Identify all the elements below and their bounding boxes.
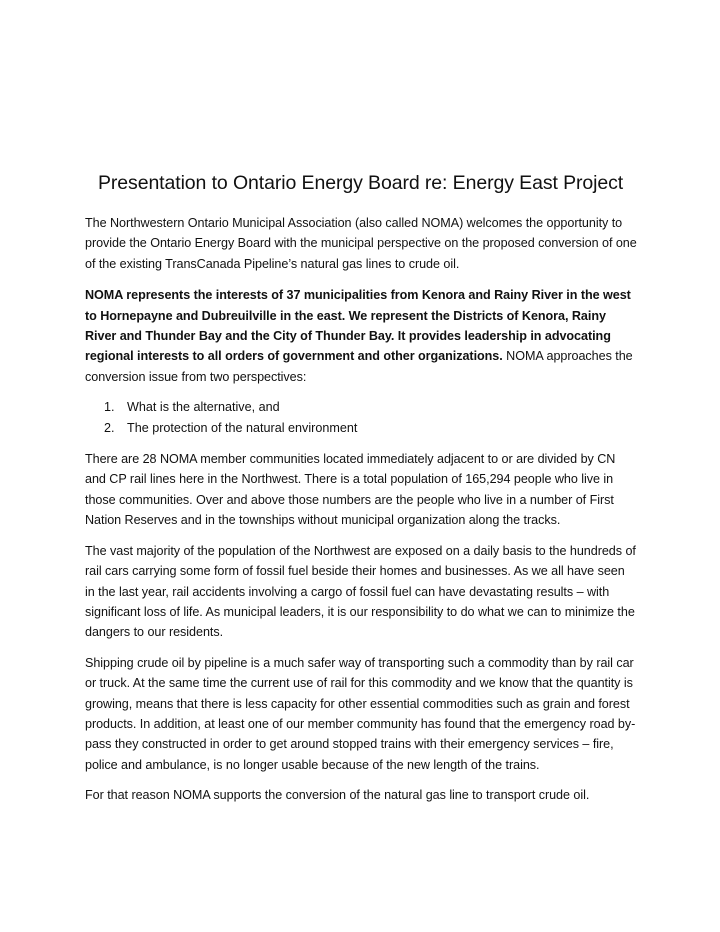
perspectives-list — [85, 397, 637, 438]
communities-paragraph: There are 28 NOMA member communities located immediately adjacent to or are divided by CN and CP rail lines here in the Northwest. There is a total population of 165,294 people who live in those communities. Over and above those numbers are the people who live in a number of First Nation Reserves and in the townships without municipal organization along the tracks. — [85, 452, 616, 528]
document-title: Presentation to Ontario Energy Board re: Energy East Project — [98, 172, 624, 194]
list-item-text: What is the alternative, and — [127, 400, 280, 415]
conclusion-paragraph: For that reason NOMA supports the conversion of the natural gas line to transport crude oil. — [85, 788, 590, 803]
pipeline-safety-paragraph: Shipping crude oil by pipeline is a much safer way of transporting such a commodity than by rail car or truck. At the same time the current use of rail for this commodity and we know that the quantity is growing, means that there is less capacity for other essential commodities such as grain and forest products. In addition, at least one of our member community has found that the emergency road by-pass they constructed in order to get around stopped trains with their emergency services – fire, police and ambulance, is no longer usable because of the new length of the trains. — [85, 655, 636, 772]
list-item-number: 2. — [104, 420, 115, 435]
representation-rest-text: NOMA approaches the conversion issue from two perspectives: — [85, 349, 633, 384]
exposure-paragraph: The vast majority of the population of the Northwest are exposed on a daily basis to the hundreds of rail cars carrying some form of fossil fuel beside their homes and businesses. As we all have seen in the last year, rail accidents involving a cargo of fossil fuel can have devastating results – with significant loss of life. As municipal leaders, it is our responsibility to do what we can to minimize the dangers to our residents. — [85, 543, 636, 640]
document-body — [85, 170, 637, 816]
representation-bold-text: NOMA represents the interests of 37 municipalities from Kenora and Rainy River in the west to Hornepayne and Dubreuilville in the east. We represent the Districts of Kenora, Rainy River and Thunder Bay and the City of Thunder Bay. It provides leadership in advocating regional interests to all orders of government and other organizations. — [85, 288, 631, 364]
list-item-text: The protection of the natural environment — [127, 420, 358, 435]
intro-paragraph: The Northwestern Ontario Municipal Association (also called NOMA) welcomes the opportunity to provide the Ontario Energy Board with the municipal perspective on the proposed conversion of one of the existing TransCanada Pipeline’s natural gas lines to crude oil. — [85, 216, 637, 271]
list-item-number: 1. — [104, 400, 115, 415]
representation-paragraph — [85, 285, 637, 387]
list-item — [85, 397, 637, 417]
list-item — [85, 418, 637, 438]
